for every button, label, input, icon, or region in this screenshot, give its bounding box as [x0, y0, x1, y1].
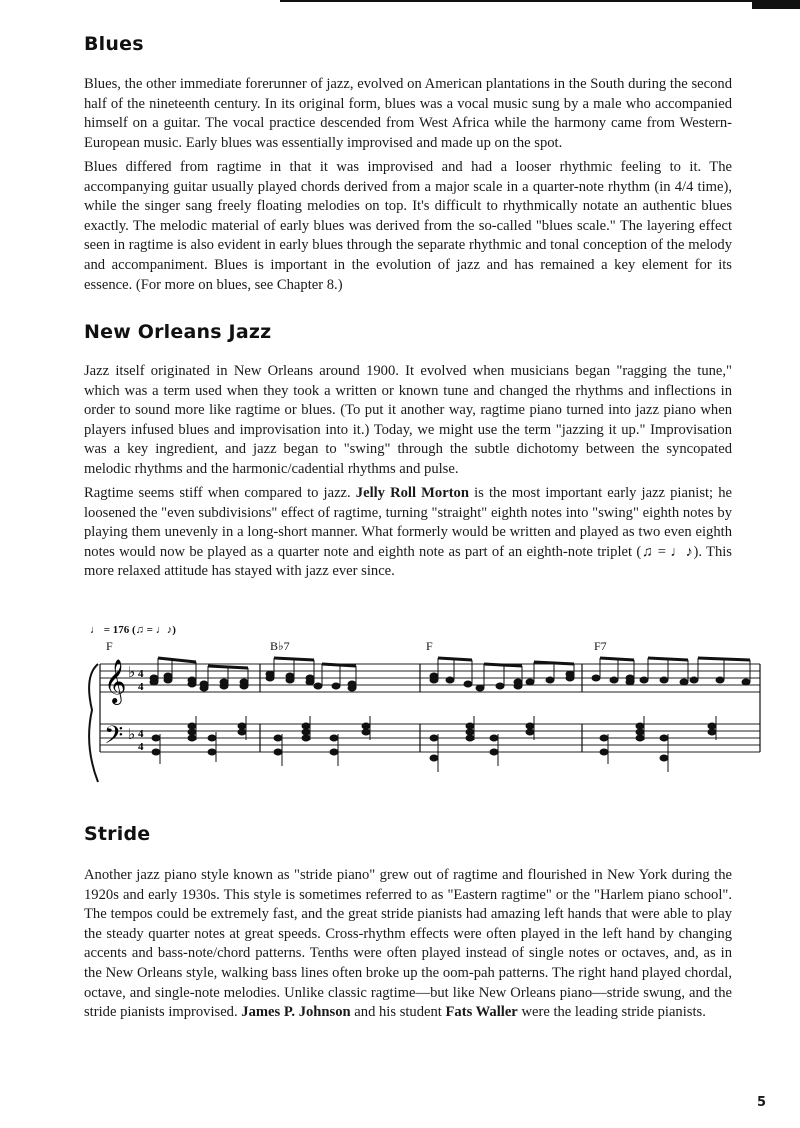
key-flat-treble-icon: ♭ [128, 665, 136, 681]
music-example [88, 606, 788, 806]
heading-new-orleans-jazz: New Orleans Jazz [84, 321, 272, 343]
new-orleans-paragraph-2 [84, 484, 732, 582]
chord-symbol-3: F [426, 639, 433, 653]
bass-clef-icon: 𝄢 [104, 721, 124, 756]
james-p-johnson-name: James P. Johnson [241, 1004, 351, 1021]
top-rule [280, 0, 800, 2]
new-orleans-paragraph-1: Jazz itself originated in New Orleans around 1900. It evolved when musicians began "ragging the tune," which was a term used when they took a written or known tune and changed the rhythms and inflections in order to sound more like ragtime or blues. (To put it another way, ragtime piano turned into jazz piano when players infused blues and improvisation into it.) Today, we might use the term "jazzing it up." Improvisation was a key ingredient, and jazz began to "swing" through the subtle dichotomy between the syncopated melodic rhythms and the harmonic/cadential rhythms and pulse. [84, 363, 732, 477]
blues-paragraph-1: Blues, the other immediate forerunner of jazz, evolved on American plantations in the South during the second half of the nineteenth century. In its original form, blues was a vocal music sung by a male who accompanied himself on a guitar. The vocal practice descended from West Africa while the harmony came from Western-European music. Early blues was essentially improvised and made up on the spot. [84, 76, 732, 151]
stride-text-a: Another jazz piano style known as "stride piano" grew out of ragtime and flourished in New York during the 1920s and early 1930s. This style is sometimes referred to as "Eastern ragtime" or the "Harlem piano school". The tempos could be extremely fast, and the great stride pianists had amazing left hands that were able to play the steady quarter notes at great speeds. Cross-rhythm effects were often played in the left hand by changing accents and bass-note/chord patterns. Tenths were often played instead of single notes or octaves, and, as in the New Orleans style, walking bass lines often broke up the oom-pah patterns. The right hand played chordal, octave, and single-note melodies. Unlike classic ragtime—but like New Orleans piano—stride swung, and the stride pianists improvised. [84, 867, 732, 1021]
stride-text-b: and his student [350, 1004, 446, 1021]
key-flat-bass-icon: ♭ [128, 727, 136, 743]
heading-blues: Blues [84, 33, 144, 55]
stride-text-c: were the leading stride pianists. [517, 1004, 706, 1021]
heading-stride: Stride [84, 823, 151, 845]
time-sig-treble-top: 4 [138, 668, 144, 680]
treble-notes [150, 658, 750, 691]
para2-text-b: is the most important early jazz pianist; he loosened the "even subdivisions" effect of ragtime, turning "straight" eighth notes into "swing" eighth notes by playing them unevenly in a long-short manner. What formerly would be written and played as two even eighth notes would now be played as a quarter note and eighth note as part of an eighth-note triplet (♫ = ♩♪). This more relaxed attitude has stayed with jazz ever since. [84, 485, 732, 580]
blues-paragraph-2: Blues differed from ragtime in that it was improvised and had a looser rhythmic feeling to it. The accompanying guitar usually played chords derived from a major scale in a quarter-note rhythm (in 4/4 time), while the singer sang freely floating melodies on top. It's difficult to rhythmically notate an authentic blues exactly. The melodic material of early blues was derived from the so-called "blues scale." The layering effect seen in ragtime is also evident in early blues through the separate rhythmic and tonal conception of the melody and accompaniment. Blues is important in the evolution of jazz and has remained a key element for its essence. (For more on blues, see Chapter 8.) [84, 159, 732, 293]
time-sig-bass-bottom: 4 [138, 741, 144, 753]
chord-symbol-2: B♭7 [270, 639, 290, 653]
fats-waller-name: Fats Waller [445, 1004, 518, 1021]
jelly-roll-morton-name: Jelly Roll Morton [355, 485, 469, 501]
chord-symbol-4: F7 [594, 639, 607, 653]
para2-text-a: Ragtime seems stiff when compared to jazz. [84, 485, 356, 501]
page-number: 5 [756, 1095, 766, 1110]
treble-clef-icon: 𝄞 [104, 659, 127, 703]
time-sig-treble-bottom: 4 [138, 681, 144, 693]
system-brace [89, 664, 98, 782]
stride-paragraph [84, 866, 732, 1023]
top-rule-tab [752, 0, 800, 9]
tempo-marking: ♩ = 176 (♫ = ♩♪) [90, 624, 176, 636]
chord-symbol-1: F [106, 639, 113, 653]
time-sig-bass-top: 4 [138, 728, 144, 740]
